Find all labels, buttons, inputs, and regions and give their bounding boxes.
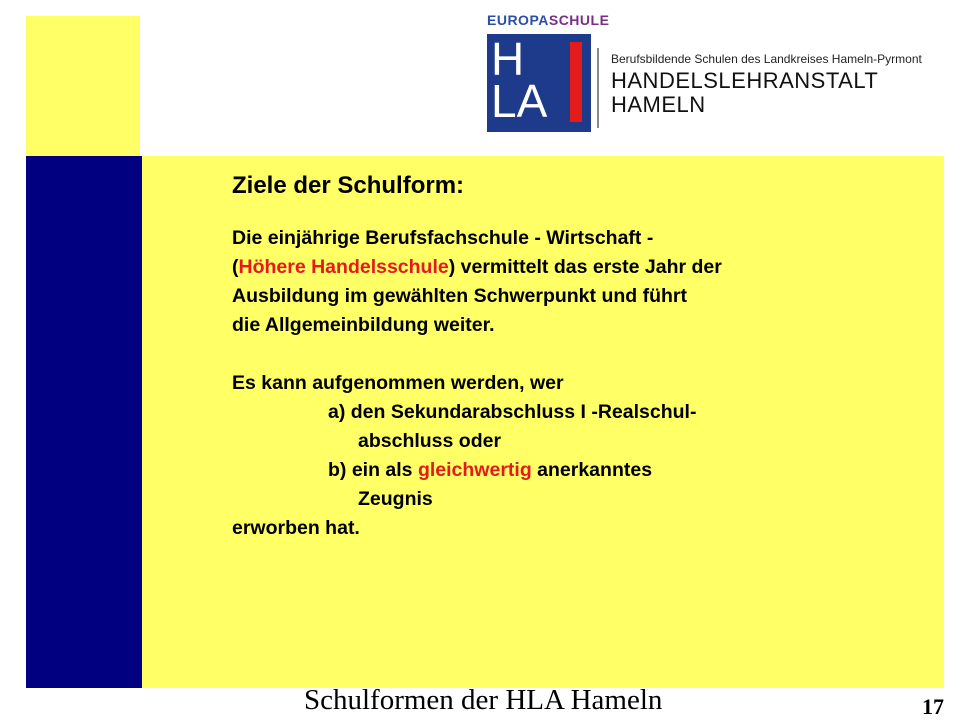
- europaschule-label: EUROPASCHULE: [487, 12, 610, 28]
- footer-title: Schulformen der HLA Hameln: [304, 684, 663, 716]
- paragraph-spacer: [232, 340, 922, 369]
- logo-divider: [597, 48, 599, 128]
- admission-closing: erworben hat.: [232, 517, 360, 539]
- logo-mark-h: H: [491, 33, 525, 85]
- admission-item-b: b) ein als gleichwertig anerkanntes: [328, 459, 653, 481]
- paragraph1-line3: Ausbildung im gewählten Schwerpunkt und führt: [232, 285, 687, 307]
- admission-intro: Es kann aufgenommen werden, wer: [232, 372, 564, 394]
- slide-body: [232, 224, 922, 543]
- highlight-gleichwertig: gleichwertig: [417, 459, 532, 481]
- logo-name-line1: HANDELSLEHRANSTALT: [611, 68, 879, 93]
- logo-subtitle: Berufsbildende Schulen des Landkreises Hameln-Pyrmont: [611, 52, 922, 66]
- paragraph1-line4: die Allgemeinbildung weiter.: [232, 314, 495, 336]
- yellow-top-block: [26, 16, 140, 156]
- highlight-hoehere-handelsschule: Höhere Handelsschule: [238, 256, 449, 278]
- school-logo: [487, 12, 947, 127]
- section-heading: Ziele der Schulform:: [232, 172, 465, 199]
- logo-name-line2: HAMELN: [611, 92, 706, 117]
- admission-item-a-cont: abschluss oder: [358, 430, 502, 452]
- admission-item-a: a) den Sekundarabschluss I -Realschul-: [328, 401, 697, 423]
- page-number: 17: [922, 694, 944, 719]
- paragraph1-line1: Die einjährige Berufsfachschule - Wirtschaft -: [232, 227, 654, 249]
- logo-mark-la: LA: [491, 75, 548, 127]
- paragraph1-line2: (Höhere Handelsschule) vermittelt das erste Jahr der: [232, 256, 722, 278]
- navy-side-bar: [26, 156, 142, 688]
- logo-red-bar: [570, 42, 582, 122]
- admission-item-b-cont: Zeugnis: [358, 488, 433, 510]
